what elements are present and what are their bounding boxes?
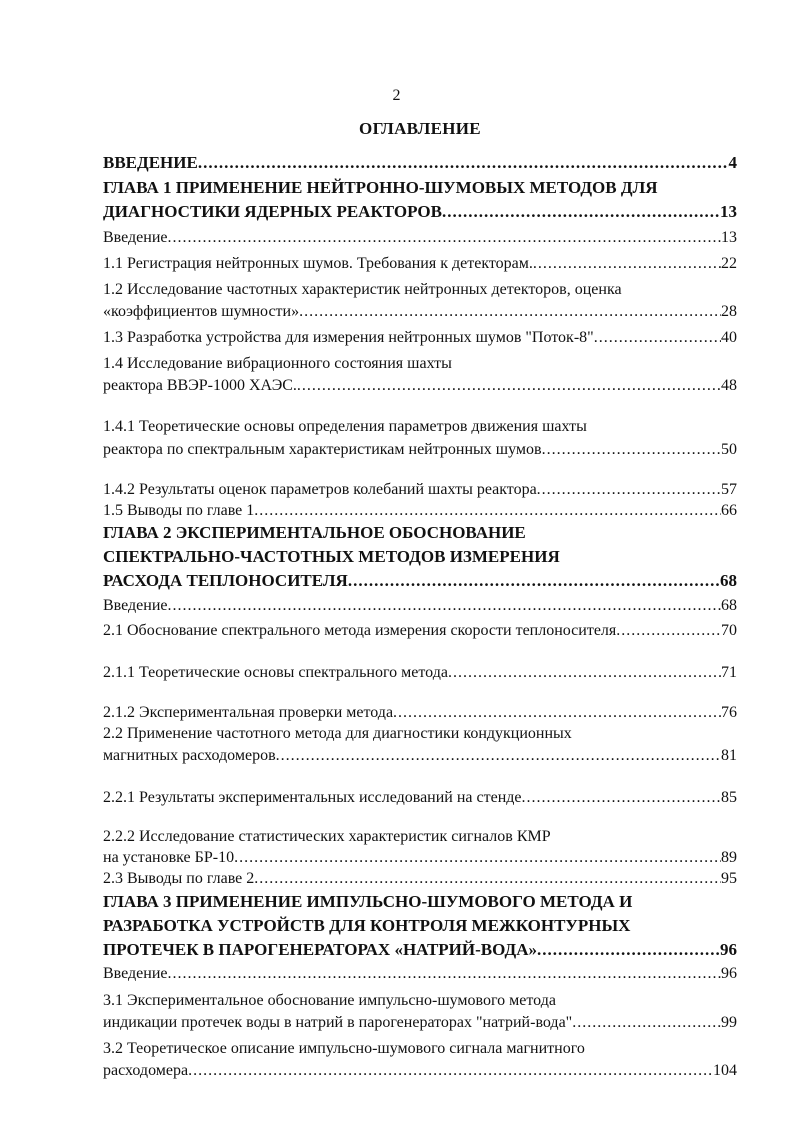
leader-dots	[168, 595, 722, 617]
toc-entry-1-4[interactable]	[103, 375, 737, 397]
toc-entry-text: Введение	[103, 597, 168, 614]
toc-page-number: 89	[721, 849, 737, 866]
chapter-2-heading-line2[interactable]: СПЕКТРАЛЬНО-ЧАСТОТНЫХ МЕТОДОВ ИЗМЕРЕНИЯ	[103, 547, 560, 566]
toc-page-number: 66	[721, 502, 737, 519]
toc-entry-2-1-1[interactable]	[103, 662, 737, 684]
leader-dots	[299, 301, 721, 323]
chapter-3-heading[interactable]	[103, 939, 737, 961]
leader-dots	[442, 201, 720, 223]
toc-entry-2-2-line1[interactable]: 2.2 Применение частотного метода для диагностики кондукционных	[103, 725, 572, 742]
toc-entry-text: индикации протечек воды в натрий в парогенераторах "натрий-вода"	[103, 1014, 573, 1031]
toc-entry-text: 2.2.1 Результаты экспериментальных исследований на стенде	[103, 789, 522, 806]
toc-entry-2-2[interactable]	[103, 745, 737, 767]
leader-dots	[616, 620, 721, 642]
toc-entry-text: РАСХОДА ТЕПЛОНОСИТЕЛЯ	[103, 571, 348, 590]
toc-title: ОГЛАВЛЕНИЕ	[359, 119, 481, 138]
toc-entry-text: 1.4.2 Результаты оценок параметров колебаний шахты реактора	[103, 481, 537, 498]
toc-page-number: 96	[721, 965, 737, 982]
toc-page-number: 4	[728, 153, 737, 172]
toc-page-number: 81	[721, 747, 737, 764]
toc-page-number: 22	[721, 255, 737, 272]
toc-entry-ch1-intro[interactable]	[103, 227, 737, 249]
leader-dots	[522, 787, 721, 809]
leader-dots	[297, 375, 721, 397]
toc-entry-text: Введение	[103, 229, 168, 246]
leader-dots	[537, 939, 720, 961]
toc-entry-1-4-1[interactable]	[103, 439, 737, 461]
toc-entry-1-4-line1[interactable]: 1.4 Исследование вибрационного состояния шахты	[103, 355, 452, 372]
toc-entry-3-1-line1[interactable]: 3.1 Экспериментальное обоснование импульсно-шумового метода	[103, 992, 556, 1009]
toc-entry-2-1[interactable]	[103, 620, 737, 642]
leader-dots	[393, 702, 721, 724]
toc-page-number: 71	[721, 664, 737, 681]
toc-entry-text: ПРОТЕЧЕК В ПАРОГЕНЕРАТОРАХ «НАТРИЙ-ВОДА»	[103, 940, 537, 959]
leader-dots	[276, 745, 721, 767]
toc-entry-1-5[interactable]	[103, 500, 737, 522]
toc-entry-text: 2.1.1 Теоретические основы спектрального метода	[103, 664, 448, 681]
toc-entry-text: магнитных расходомеров	[103, 747, 276, 764]
toc-entry-2-2-2-line1[interactable]: 2.2.2 Исследование статистических характеристик сигналов КМР	[103, 828, 551, 845]
toc-entry-text: расходомера	[103, 1062, 189, 1079]
toc-entry-3-1[interactable]	[103, 1012, 737, 1034]
toc-page-number: 13	[721, 229, 737, 246]
leader-dots	[234, 847, 721, 869]
leader-dots	[537, 479, 721, 501]
toc-entry-text: 1.5 Выводы по главе 1	[103, 502, 255, 519]
toc-entry-2-2-2[interactable]	[103, 847, 737, 869]
page-number: 2	[392, 87, 401, 104]
leader-dots	[348, 570, 720, 592]
leader-dots	[168, 963, 722, 985]
toc-entry-text: реактора по спектральным характеристикам нейтронных шумов	[103, 441, 542, 458]
toc-entry-text: ДИАГНОСТИКИ ЯДЕРНЫХ РЕАКТОРОВ	[103, 202, 442, 221]
toc-entry-1-2[interactable]	[103, 301, 737, 323]
toc-entry-1-3[interactable]	[103, 327, 737, 349]
toc-entry-3-2-line1[interactable]: 3.2 Теоретическое описание импульсно-шумового сигнала магнитного	[103, 1040, 585, 1057]
toc-entry-text: реактора ВВЭР-1000 ХАЭС.	[103, 377, 297, 394]
chapter-3-heading-line1[interactable]: ГЛАВА 3 ПРИМЕНЕНИЕ ИМПУЛЬСНО-ШУМОВОГО МЕТОДА И	[103, 892, 633, 911]
toc-entry-text: «коэффициентов шумности»	[103, 303, 300, 320]
toc-page-number: 76	[721, 704, 737, 721]
toc-page-number: 68	[720, 571, 737, 590]
leader-dots	[533, 253, 721, 275]
toc-entry-2-2-1[interactable]	[103, 787, 737, 809]
toc-entry-text: 1.3 Разработка устройства для измерения нейтронных шумов "Поток-8"	[103, 329, 594, 346]
leader-dots	[254, 868, 721, 890]
toc-page-number: 28	[721, 303, 737, 320]
toc-page-number: 48	[721, 377, 737, 394]
toc-page-number: 95	[721, 870, 737, 887]
chapter-2-heading[interactable]	[103, 570, 737, 592]
toc-entry-text: 2.1.2 Экспериментальная проверки метода	[103, 704, 394, 721]
toc-entry-text: 2.1 Обоснование спектрального метода измерения скорости теплоносителя	[103, 622, 617, 639]
toc-entry-1-4-2[interactable]	[103, 479, 737, 501]
leader-dots	[198, 152, 729, 174]
toc-page-number: 57	[721, 481, 737, 498]
toc-entry-1-1[interactable]	[103, 253, 737, 275]
toc-entry-text: ВВЕДЕНИЕ	[103, 153, 198, 172]
toc-entry-text: Введение	[103, 965, 168, 982]
chapter-3-heading-line2[interactable]: РАЗРАБОТКА УСТРОЙСТВ ДЛЯ КОНТРОЛЯ МЕЖКОНТУРНЫХ	[103, 916, 631, 935]
leader-dots	[572, 1012, 721, 1034]
toc-entry-text: на установке БР-10	[103, 849, 235, 866]
toc-entry-introduction[interactable]	[103, 152, 737, 174]
leader-dots	[542, 439, 721, 461]
toc-entry-text: 1.1 Регистрация нейтронных шумов. Требования к детекторам.	[103, 255, 533, 272]
toc-entry-2-3[interactable]	[103, 868, 737, 890]
toc-page-number: 85	[721, 789, 737, 806]
leader-dots	[448, 662, 721, 684]
toc-entry-ch2-intro[interactable]	[103, 595, 737, 617]
chapter-1-heading[interactable]	[103, 201, 737, 223]
toc-entry-ch3-intro[interactable]	[103, 963, 737, 985]
toc-entry-text: 2.3 Выводы по главе 2	[103, 870, 255, 887]
leader-dots	[594, 327, 721, 349]
toc-entry-1-4-1-line1[interactable]: 1.4.1 Теоретические основы определения параметров движения шахты	[103, 418, 587, 435]
toc-page-number: 40	[721, 329, 737, 346]
toc-page-number: 99	[721, 1014, 737, 1031]
toc-page-number: 68	[721, 597, 737, 614]
leader-dots	[254, 500, 721, 522]
chapter-1-heading-line1[interactable]: ГЛАВА 1 ПРИМЕНЕНИЕ НЕЙТРОННО-ШУМОВЫХ МЕТОДОВ ДЛЯ	[103, 178, 658, 197]
toc-page-number: 96	[720, 940, 737, 959]
toc-page-number: 50	[721, 441, 737, 458]
toc-page-number: 70	[721, 622, 737, 639]
toc-entry-1-2-line1[interactable]: 1.2 Исследование частотных характеристик нейтронных детекторов, оценка	[103, 281, 622, 298]
toc-page-number: 13	[720, 202, 737, 221]
toc-entry-2-1-2[interactable]	[103, 702, 737, 724]
leader-dots	[188, 1060, 713, 1082]
toc-page-number: 104	[713, 1062, 737, 1079]
leader-dots	[168, 227, 722, 249]
chapter-2-heading-line1[interactable]: ГЛАВА 2 ЭКСПЕРИМЕНТАЛЬНОЕ ОБОСНОВАНИЕ	[103, 523, 526, 542]
toc-entry-3-2[interactable]	[103, 1060, 737, 1082]
